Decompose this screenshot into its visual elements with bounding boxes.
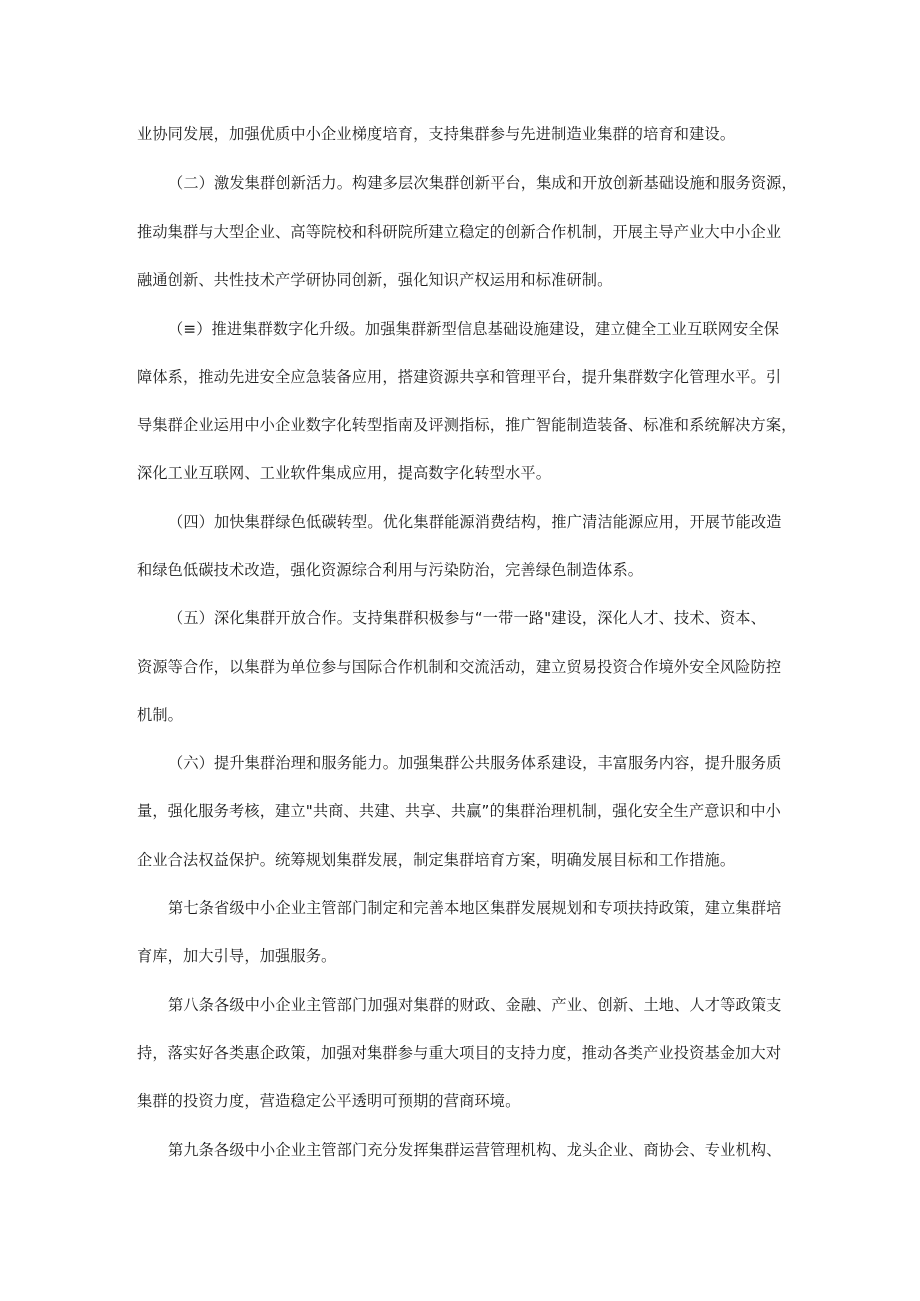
text-line: 障体系，推动先进安全应急装备应用，搭建资源共享和管理平台，提升集群数字化管理水平。引 — [137, 368, 782, 386]
text-line: 业协同发展，加强优质中小企业梯度培育，支持集群参与先进制造业集群的培育和建设。 — [137, 125, 736, 143]
text-line: 育库，加大引导，加强服务。 — [137, 947, 337, 965]
text-line: （五）深化集群开放合作。支持集群积极参与“一带一路"建设，深化人才、技术、资本、 — [168, 609, 766, 627]
text-line: （≡）推进集群数字化升级。加强集群新型信息基础设施建设，建立健全工业互联网安全保 — [168, 320, 780, 338]
text-line: （六）提升集群治理和服务能力。加强集群公共服务体系建设，丰富服务内容，提升服务质 — [168, 754, 782, 772]
text-line: 第九条各级中小企业主管部门充分发挥集群运营管理机构、龙头企业、商协会、专业机构、 — [168, 1141, 782, 1159]
text-line: 量，强化服务考核，建立"共商、共建、共享、共赢”的集群治理机制，强化安全生产意识和中小 — [137, 802, 781, 820]
text-line: 推动集群与大型企业、高等院校和科研院所建立稳定的创新合作机制，开展主导产业大中小企业 — [137, 223, 782, 241]
text-line: 集群的投资力度，营造稳定公平透明可预期的营商环境。 — [137, 1092, 521, 1110]
text-line: 深化工业互联网、工业软件集成应用，提高数字化转型水平。 — [137, 464, 552, 482]
text-line: 第七条省级中小企业主管部门制定和完善本地区集群发展规划和专项扶持政策，建立集群培 — [168, 899, 782, 917]
text-line: 机制。 — [137, 706, 184, 724]
text-line: 企业合法权益保护。统筹规划集群发展，制定集群培育方案，明确发展目标和工作措施。 — [137, 851, 736, 869]
text-line: 第八条各级中小企业主管部门加强对集群的财政、金融、产业、创新、土地、人才等政策支 — [168, 996, 782, 1014]
text-line: 资源等合作，以集群为单位参与国际合作机制和交流活动，建立贸易投资合作境外安全风险防控 — [137, 658, 782, 676]
text-line: 融通创新、共性技术产学研协同创新，强化知识产权运用和标准研制。 — [137, 271, 613, 289]
text-line: （二）激发集群创新活力。构建多层次集群创新平台，集成和开放创新基础设施和服务资源， — [168, 174, 797, 192]
text-line: 持，落实好各类惠企政策，加强对集群参与重大项目的支持力度，推动各类产业投资基金加大对 — [137, 1044, 782, 1062]
text-line: （四）加快集群绿色低碳转型。优化集群能源消费结构，推广清洁能源应用，开展节能改造 — [168, 513, 782, 531]
text-line: 和绿色低碳技术改造，强化资源综合利用与污染防治，完善绿色制造体系。 — [137, 561, 644, 579]
text-line: 导集群企业运用中小企业数字化转型指南及评测指标，推广智能制造装备、标准和系统解决方案， — [137, 416, 797, 434]
